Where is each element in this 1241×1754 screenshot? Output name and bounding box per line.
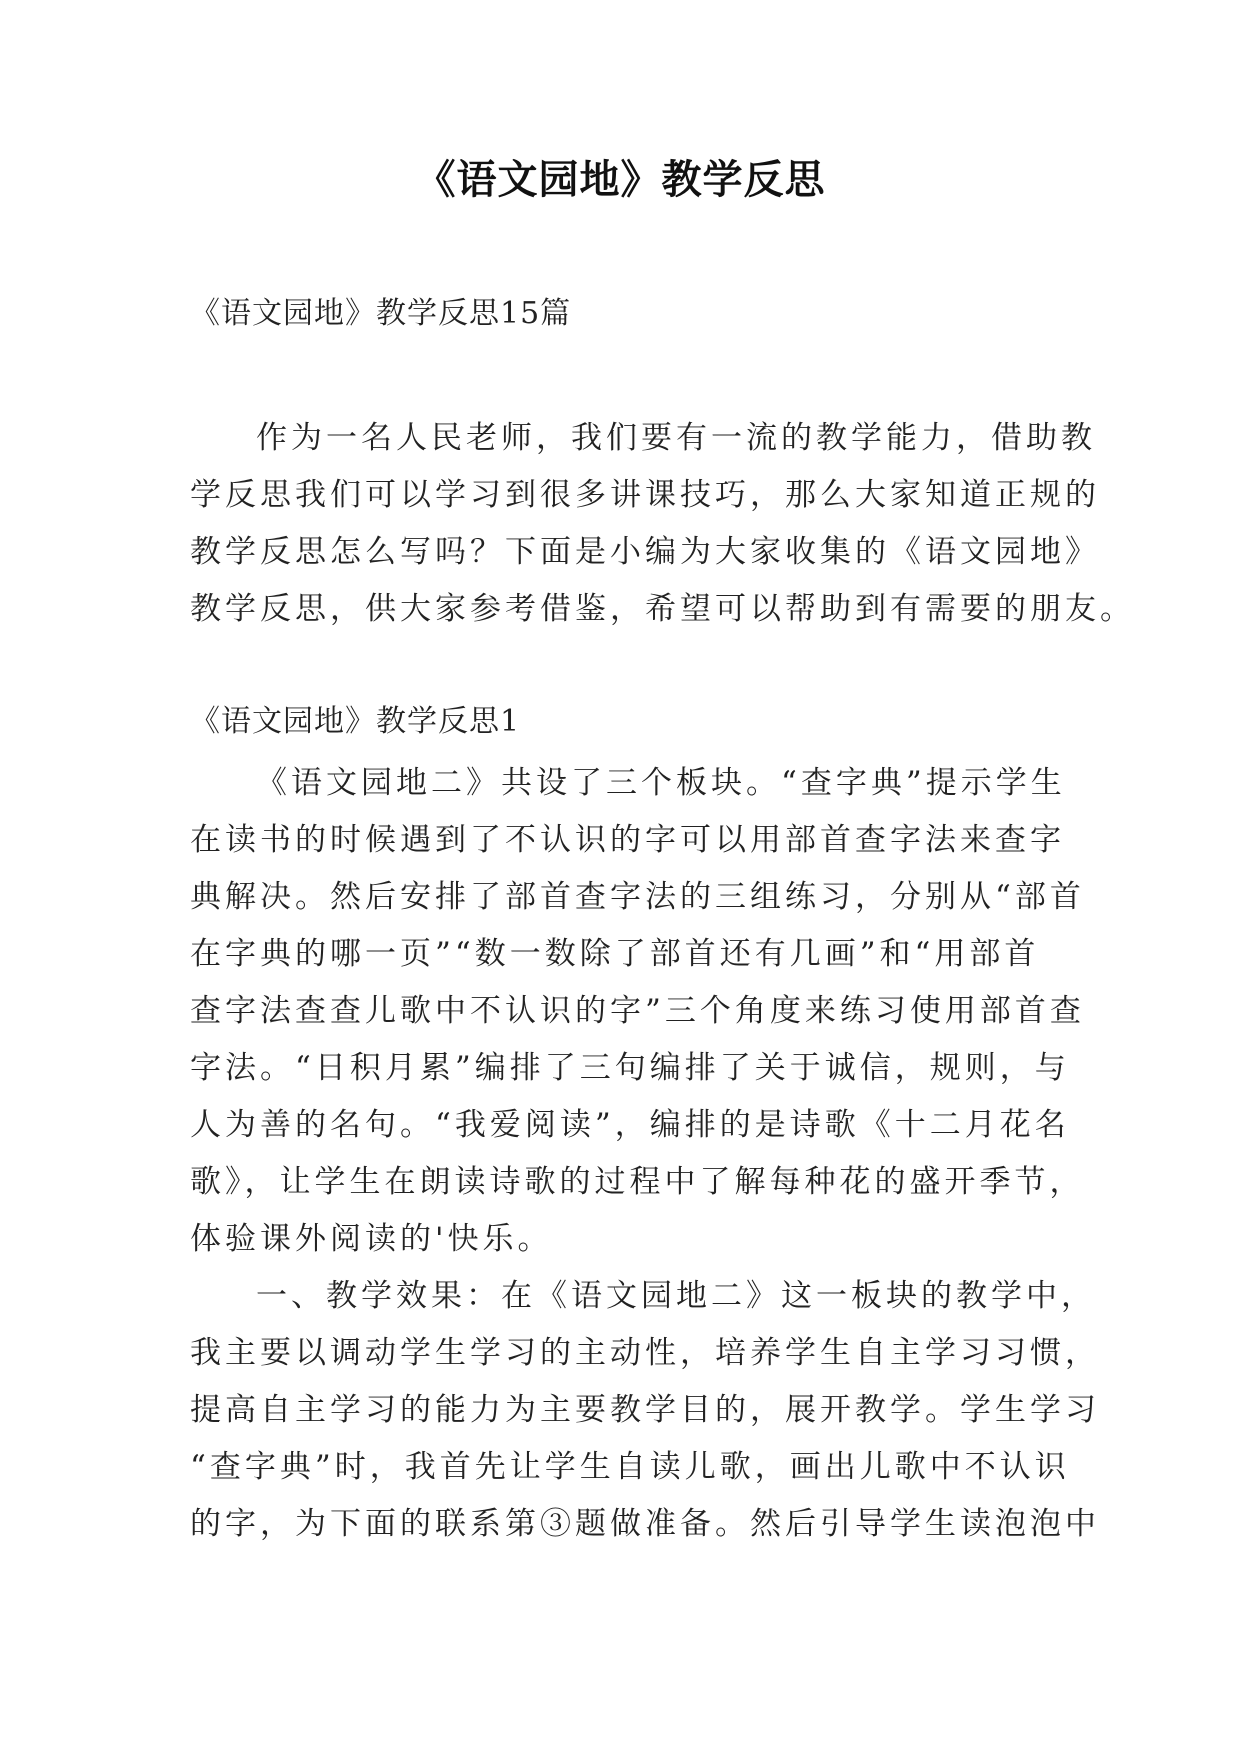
section-paragraph <box>190 755 1090 1268</box>
section-body <box>190 755 1100 1553</box>
section-heading: 《语文园地》教学反思1 <box>190 704 521 739</box>
paragraph-line: 的字，为下面的联系第③题做准备。然后引导学生读泡泡中 <box>190 1506 1100 1542</box>
section-paragraph <box>190 1268 1100 1553</box>
intro-line: 教学反思怎么写吗？下面是小编为大家收集的《语文园地》 <box>190 534 1100 570</box>
paragraph-line: 我主要以调动学生学习的主动性，培养学生自主学习习惯， <box>190 1335 1100 1371</box>
paragraph-line: 典解决。然后安排了部首查字法的三组练习，分别从“部首 <box>190 879 1085 915</box>
paragraph-line: 人为善的名句。“我爱阅读”，编排的是诗歌《十二月花名 <box>190 1107 1070 1143</box>
intro-line: 作为一名人民老师，我们要有一流的教学能力，借助教 <box>256 420 1096 456</box>
document-subtitle: 《语文园地》教学反思15篇 <box>190 296 572 331</box>
intro-line: 学反思我们可以学习到很多讲课技巧，那么大家知道正规的 <box>190 477 1100 513</box>
paragraph-line: 字法。“日积月累”编排了三句编排了关于诚信，规则，与 <box>190 1050 1070 1086</box>
paragraph-line: 一、教学效果：在《语文园地二》这一板块的教学中， <box>256 1278 1096 1314</box>
paragraph-line: 歌》，让学生在朗读诗歌的过程中了解每种花的盛开季节， <box>190 1164 1085 1200</box>
document-title: 《语文园地》教学反思 <box>415 156 826 203</box>
intro-line: 教学反思，供大家参考借鉴，希望可以帮助到有需要的朋友。 <box>190 591 1135 627</box>
paragraph-line: 体验课外阅读的'快乐。 <box>190 1221 553 1257</box>
intro-paragraph <box>190 410 1135 638</box>
paragraph-line: “查字典”时，我首先让学生自读儿歌，画出儿歌中不认识 <box>190 1449 1070 1485</box>
paragraph-line: 查字法查查儿歌中不认识的字”三个角度来练习使用部首查 <box>190 993 1085 1029</box>
paragraph-line: 《语文园地二》共设了三个板块。“查字典”提示学生 <box>256 765 1066 801</box>
paragraph-line: 在读书的时候遇到了不认识的字可以用部首查字法来查字 <box>190 822 1065 858</box>
paragraph-line: 提高自主学习的能力为主要教学目的，展开教学。学生学习 <box>190 1392 1100 1428</box>
paragraph-line: 在字典的哪一页”“数一数除了部首还有几画”和“用部首 <box>190 936 1040 972</box>
